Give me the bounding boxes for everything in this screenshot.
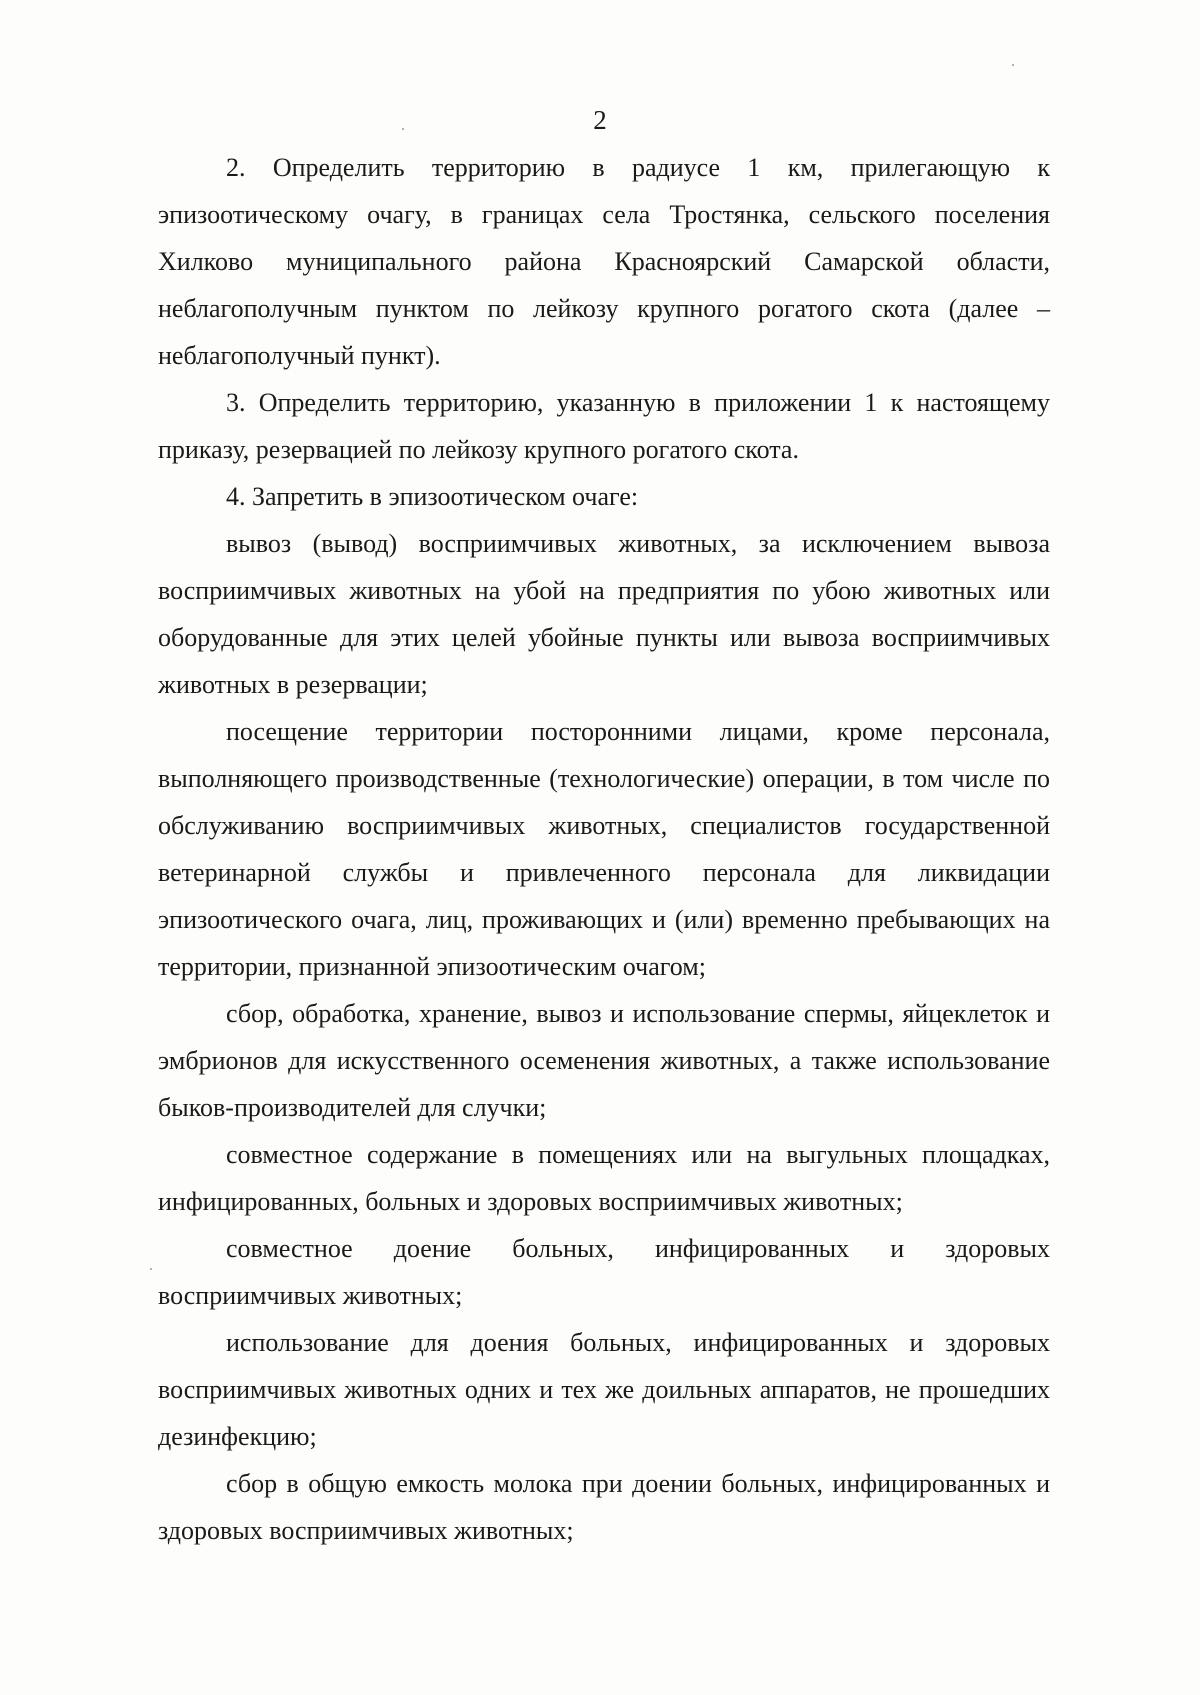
paragraph-prohibition-sperm: сбор, обработка, хранение, вывоз и использование спермы, яйцеклеток и эмбрионов для искусственного осеменения животных, а также использование быков-производителей для случки; (158, 999, 1050, 1122)
paragraph-reservation: 3. Определить территорию, указанную в приложении 1 к настоящему приказу, резервацией по лейкозу крупного рогатого скота. (158, 388, 1050, 464)
paragraph-prohibition-joint-milking: совместное доение больных, инфицированных и здоровых восприимчивых животных; (158, 1234, 1050, 1310)
paragraph-prohibition-joint-housing: совместное содержание в помещениях или на выгульных площадках, инфицированных, больных и здоровых восприимчивых животных; (158, 1140, 1050, 1216)
paragraph-prohibition-export: вывоз (вывод) восприимчивых животных, за исключением вывоза восприимчивых животных на убой на предприятия по убою животных или оборудованные для этих целей убойные пункты или вывоза восприимчивых животных в резервации; (158, 529, 1050, 699)
paragraph-prohibition-milk-collection: сбор в общую емкость молока при доении больных, инфицированных и здоровых восприимчивых животных; (158, 1469, 1050, 1545)
scan-speck (1012, 64, 1014, 66)
paragraph-prohibition-visits: посещение территории посторонними лицами, кроме персонала, выполняющего производственные (технологические) операции, в том числе по обслуживанию восприимчивых животных, специалистов государственной ветеринарной службы и привлеченного персонала для ликвидации эпизоотического очага, лиц, проживающих и (или) временно пребывающих на территории, признанной эпизоотическим очагом; (158, 717, 1050, 981)
page-number: 2 (593, 105, 607, 135)
scan-speck (150, 1268, 152, 1270)
paragraph-prohibition-milking-devices: использование для доения больных, инфицированных и здоровых восприимчивых животных одних и тех же доильных аппаратов, не прошедших дезинфекцию; (158, 1328, 1050, 1451)
paragraph-territory-1km: 2. Определить территорию в радиусе 1 км, прилегающую к эпизоотическому очагу, в границах села Тростянка, сельского поселения Хилково муниципального района Красноярский Самарской области, неблагополучным пунктом по лейкозу крупного рогатого скота (далее – неблагополучный пункт). (158, 153, 1050, 370)
paragraph-prohibitions-heading: 4. Запретить в эпизоотическом очаге: (226, 482, 639, 511)
document-body (158, 144, 1050, 1554)
